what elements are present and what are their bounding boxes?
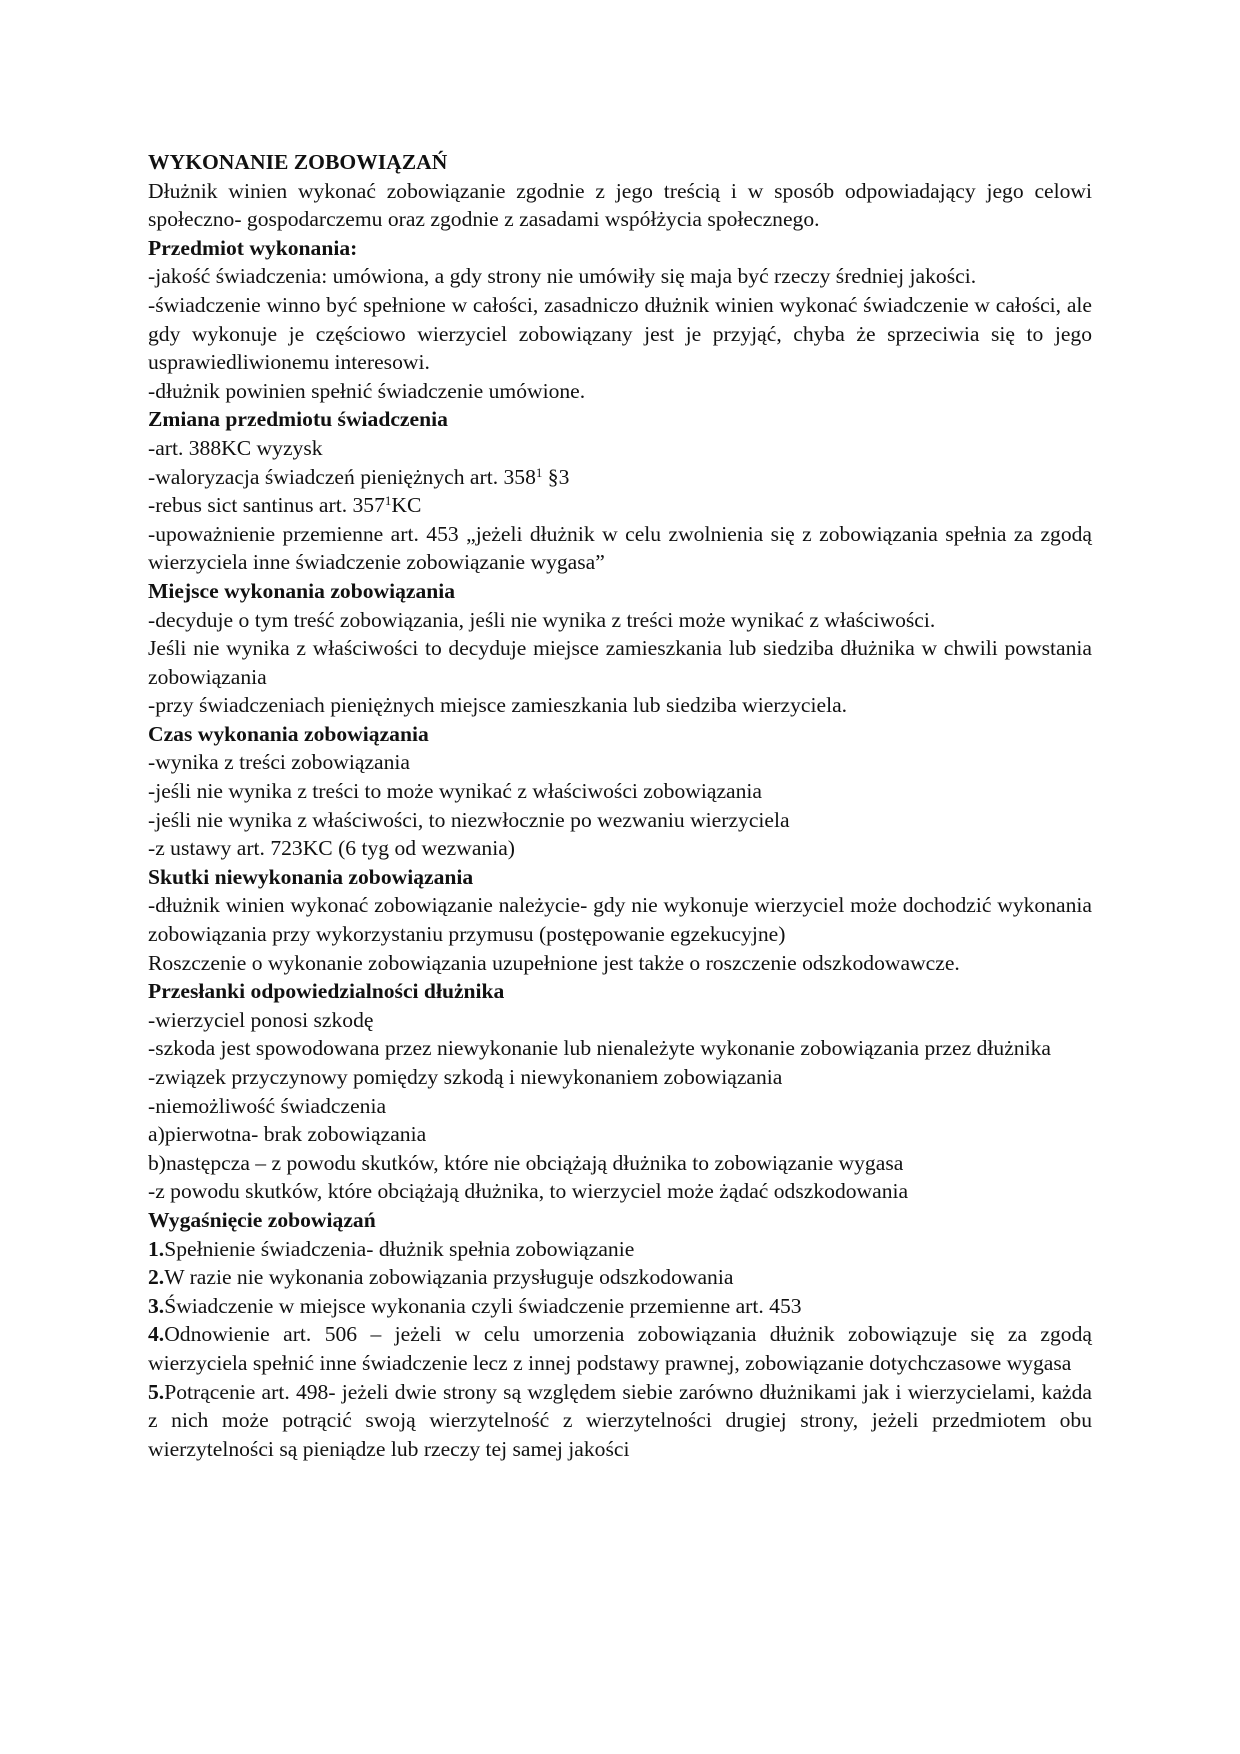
- paragraph: -świadczenie winno być spełnione w całości, zasadniczo dłużnik winien wykonać świadczenie w całości, ale gdy wykonuje je częściowo wierzyciel zobowiązany jest je przyjąć, chyba że sprzeciwia się to jego usprawiedliwionemu interesowi.: [148, 292, 1092, 375]
- superscript: 1: [384, 493, 392, 509]
- paragraph: -jeśli nie wynika z właściwości, to niezwłocznie po wezwaniu wierzyciela: [148, 807, 790, 832]
- paragraph: -upoważnienie przemienne art. 453 „jeżeli dłużnik w celu zwolnienia się z zobowiązania spełnia za zgodą wierzyciela inne świadczenie zobowiązanie wygasa”: [148, 521, 1092, 575]
- list-item-text: W razie nie wykonania zobowiązania przysługuje odszkodowania: [164, 1265, 734, 1290]
- paragraph-text: -rebus sict santinus art. 357: [148, 493, 385, 518]
- paragraph: -przy świadczeniach pieniężnych miejsce zamieszkania lub siedziba wierzyciela.: [148, 693, 848, 718]
- paragraph: Jeśli nie wynika z właściwości to decyduje miejsce zamieszkania lub siedziba dłużnika w chwili powstania zobowiązania: [148, 636, 1092, 689]
- paragraph: Roszczenie o wykonanie zobowiązania uzupełnione jest także o roszczenie odszkodowawcze.: [148, 950, 960, 975]
- list-item: [148, 1292, 1092, 1321]
- list-item: [148, 1320, 1092, 1377]
- list-item-number: 2.: [148, 1265, 165, 1290]
- section-heading-czas: Czas wykonania zobowiązania: [148, 721, 429, 746]
- section-heading-przedmiot: Przedmiot wykonania:: [148, 235, 358, 260]
- list-item-number: 1.: [148, 1236, 165, 1261]
- list-item-number: 5.: [148, 1379, 165, 1404]
- paragraph-text: -waloryzacja świadczeń pieniężnych art. 358: [148, 464, 536, 489]
- superscript: 1: [535, 464, 543, 480]
- section-heading-zmiana: Zmiana przedmiotu świadczenia: [148, 407, 448, 432]
- paragraph: a)pierwotna- brak zobowiązania: [148, 1122, 427, 1147]
- document-title: WYKONANIE ZOBOWIĄZAŃ: [148, 150, 448, 174]
- document-body: [148, 148, 1092, 1463]
- paragraph: -związek przyczynowy pomiędzy szkodą i niewykonaniem zobowiązania: [148, 1065, 783, 1089]
- paragraph-text: KC: [391, 493, 422, 518]
- list-item-number: 3.: [148, 1293, 165, 1318]
- list-item-text: Spełnienie świadczenia- dłużnik spełnia zobowiązanie: [164, 1236, 635, 1261]
- section-heading-skutki: Skutki niewykonania zobowiązania: [148, 864, 474, 889]
- paragraph: b)następcza – z powodu skutków, które nie obciążają dłużnika to zobowiązanie wygasa: [148, 1150, 904, 1175]
- paragraph: -szkoda jest spowodowana przez niewykonanie lub nienależyte wykonanie zobowiązania przez dłużnika: [148, 1036, 1051, 1061]
- list-item: [148, 1263, 1092, 1292]
- paragraph: -wynika z treści zobowiązania: [148, 750, 411, 775]
- paragraph: [148, 463, 1092, 492]
- intro-paragraph: Dłużnik winien wykonać zobowiązanie zgodnie z jego treścią i w sposób odpowiadający jego celowi społeczno- gospodarczemu oraz zgodnie z zasadami współżycia społecznego.: [148, 178, 1092, 232]
- paragraph-text: §3: [542, 464, 570, 489]
- paragraph: -z ustawy art. 723KC (6 tyg od wezwania): [148, 836, 515, 861]
- list-item-text: Potrącenie art. 498- jeżeli dwie strony są względem siebie zarówno dłużnikami jak i wierzycielami, każda z nich może potrącić swoją wierzytelność z wierzytelności drugiej strony, jeżeli przedmiotem obu wierzytelności są pieniądze lub rzeczy tej samej jakości: [148, 1379, 1092, 1461]
- list-item: [148, 1235, 1092, 1264]
- paragraph: -niemożliwość świadczenia: [148, 1093, 387, 1118]
- paragraph: [148, 491, 1092, 520]
- paragraph: -art. 388KC wyzysk: [148, 435, 323, 460]
- paragraph: -jakość świadczenia: umówiona, a gdy strony nie umówiły się maja być rzeczy średniej jakości.: [148, 264, 977, 289]
- paragraph: -jeśli nie wynika z treści to może wynikać z właściwości zobowiązania: [148, 779, 762, 804]
- paragraph: -wierzyciel ponosi szkodę: [148, 1007, 374, 1032]
- section-heading-przeslanki: Przesłanki odpowiedzialności dłużnika: [148, 979, 505, 1004]
- paragraph: -decyduje o tym treść zobowiązania, jeśli nie wynika z treści może wynikać z właściwości.: [148, 607, 936, 632]
- paragraph: -dłużnik powinien spełnić świadczenie umówione.: [148, 378, 586, 403]
- list-item-text: Odnowienie art. 506 – jeżeli w celu umorzenia zobowiązania dłużnik zobowiązuje się za zgodą wierzyciela spełnić inne świadczenie lecz z innej podstawy prawnej, zobowiązanie dotychczasowe wygasa: [148, 1322, 1092, 1375]
- list-item-text: Świadczenie w miejsce wykonania czyli świadczenie przemienne art. 453: [164, 1293, 802, 1318]
- section-heading-miejsce: Miejsce wykonania zobowiązania: [148, 578, 456, 603]
- paragraph: -dłużnik winien wykonać zobowiązanie należycie- gdy nie wykonuje wierzyciel może dochodzić wykonania zobowiązania przy wykorzystaniu przymusu (postępowanie egzekucyjne): [148, 893, 1092, 947]
- list-item-number: 4.: [148, 1322, 165, 1347]
- section-heading-wygasniecie: Wygaśnięcie zobowiązań: [148, 1207, 376, 1232]
- list-item: [148, 1378, 1092, 1464]
- paragraph: -z powodu skutków, które obciążają dłużnika, to wierzyciel może żądać odszkodowania: [148, 1179, 909, 1204]
